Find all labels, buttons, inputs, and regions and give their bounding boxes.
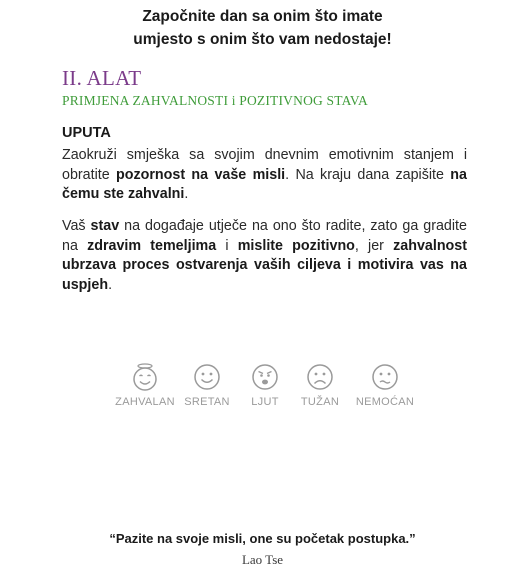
body-text: , jer bbox=[354, 237, 394, 254]
confused-face-icon bbox=[370, 362, 400, 392]
instructions-paragraph-2 bbox=[62, 217, 467, 295]
section-title: II. ALAT bbox=[62, 66, 142, 90]
intro-line-2: umjesto s onim što vam nedostaje! bbox=[133, 31, 392, 48]
body-text: . bbox=[184, 186, 189, 202]
emphasis-text: stav bbox=[90, 218, 120, 234]
emphasis-text: pozornost na vaše misli bbox=[116, 166, 286, 183]
intro-line-1: Započnite dan sa onim što imate bbox=[142, 8, 383, 25]
mood-label: LJUT bbox=[251, 396, 279, 408]
quote-text: “Pazite na svoje misli, one su početak postupka.” bbox=[109, 531, 416, 546]
sad-face-icon bbox=[305, 362, 335, 392]
mood-label: SRETAN bbox=[184, 396, 230, 408]
emphasis-text: mislite pozitivno bbox=[237, 237, 355, 254]
mood-option-nemocan[interactable] bbox=[350, 362, 420, 408]
body-text: na događaje utječe na ono što radite, zato ga gradite na bbox=[62, 218, 467, 254]
section-subtitle: PRIMJENA ZAHVALNOSTI i POZITIVNOG STAVA bbox=[62, 93, 368, 108]
body-text: i bbox=[216, 237, 238, 254]
mood-label: ZAHVALAN bbox=[115, 396, 175, 408]
smile-face-icon bbox=[192, 362, 222, 392]
quote-author: Lao Tse bbox=[241, 552, 284, 567]
emphasis-text: na čemu ste zahvalni bbox=[62, 166, 467, 202]
emphasis-text: zahvalnost ubrzava proces ostvarenja vaših ciljeva i motivira vas na uspjeh bbox=[62, 237, 467, 293]
body-text: Vaš bbox=[62, 218, 91, 234]
angry-face-icon bbox=[250, 362, 280, 392]
mood-label: NEMOĆAN bbox=[355, 396, 415, 408]
mood-option-tuzan[interactable] bbox=[285, 362, 355, 408]
emphasis-text: zdravim temeljima bbox=[87, 237, 217, 254]
mood-option-zahvalan[interactable] bbox=[110, 362, 180, 408]
angel-face-icon bbox=[130, 362, 160, 392]
mood-label: TUŽAN bbox=[300, 396, 340, 408]
intro-heading bbox=[0, 5, 525, 51]
body-text: . Na kraju dana zapišite bbox=[285, 166, 451, 183]
body-text: Zaokruži smješka sa svojim dnevnim emotivnim stanjem i obratite bbox=[62, 147, 467, 183]
instructions-label: UPUTA bbox=[62, 125, 111, 141]
mood-selector bbox=[110, 362, 430, 412]
instructions-paragraph-1 bbox=[62, 146, 467, 205]
body-text: . bbox=[108, 276, 113, 293]
